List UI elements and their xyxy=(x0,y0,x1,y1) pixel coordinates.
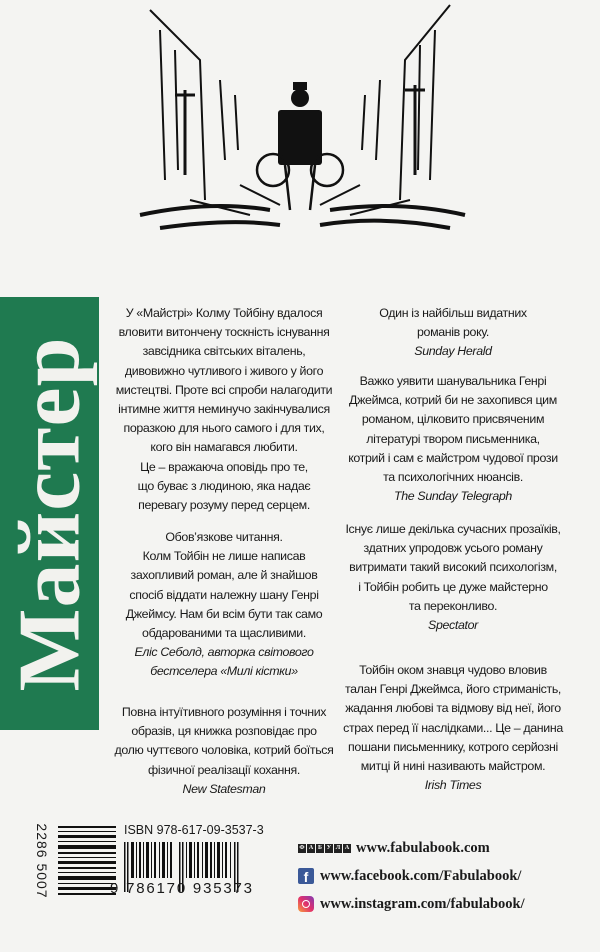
side-code-text: 2286 5007 xyxy=(34,823,50,899)
facebook-url[interactable]: www.facebook.com/Fabulabook/ xyxy=(320,867,522,884)
fabula-logo xyxy=(298,844,351,853)
text-line: котрий і сам є майстром чудової прози xyxy=(348,450,558,465)
text-line: вловити витончену тоскність існування xyxy=(118,325,330,340)
text-line: поразкою для нього самого і для тих, xyxy=(123,421,325,436)
ean-number: 9 786170 935373 xyxy=(110,880,254,897)
text-line: Один із найбільш видатних xyxy=(379,306,527,320)
text-line: і Тойбін робить це дуже майстерно xyxy=(358,579,548,594)
instagram-url[interactable]: www.instagram.com/fabulabook/ xyxy=(320,895,525,912)
text-line: пошани письменнику, котрого серйозні xyxy=(348,739,558,754)
text-line: мистецтві. Проте всі спроби налагодити xyxy=(115,382,333,397)
text-line: перевагу розуму перед серцем. xyxy=(138,498,310,513)
facebook-link[interactable] xyxy=(298,862,525,890)
street-carriage-illustration xyxy=(130,0,470,235)
review-source: New Statesman xyxy=(182,781,266,796)
review-source: The Sunday Telegraph xyxy=(394,489,512,504)
text-line: обдарованими та щасливими. xyxy=(142,626,306,641)
right-review-3 xyxy=(340,520,566,635)
text-line: Це – вражаюча оповідь про те, xyxy=(140,459,308,474)
text-line: образів, ця книжка розповідає про xyxy=(131,724,317,739)
left-review-3 xyxy=(108,703,340,799)
instagram-icon xyxy=(298,896,314,912)
right-review-2 xyxy=(340,372,566,506)
instagram-link[interactable] xyxy=(298,890,525,918)
logo-letter: А xyxy=(344,844,350,851)
review-source: Еліс Себолд, авторка світового xyxy=(134,645,314,660)
text-line: Джеймса, котрий би не захопився цим xyxy=(349,393,557,408)
text-line: Колм Тойбін не лише написав xyxy=(142,549,306,564)
text-line: Тойбін оком знавця чудово вловив xyxy=(359,663,547,677)
right-review-4 xyxy=(340,661,566,795)
facebook-icon: f xyxy=(298,868,314,884)
side-barcode-number xyxy=(30,823,54,899)
text-line: У «Майстрі» Колму Тойбіну вдалося xyxy=(125,306,323,320)
text-line: захопливий роман, але й знайшов xyxy=(130,568,318,583)
text-line: кого він намагався любити. xyxy=(150,440,298,455)
website-link[interactable] xyxy=(298,834,525,862)
text-line: страх перед її наслідками... Це – данина xyxy=(343,720,563,735)
side-barcode xyxy=(58,826,116,896)
text-line: романів року. xyxy=(416,325,489,340)
text-line: дивовижно чутливого і живого у його xyxy=(124,363,324,378)
text-line: долю чуттєвого чоловіка, котрий боїться xyxy=(114,743,334,758)
review-source: бестселера «Милі кістки» xyxy=(150,664,298,679)
text-line: та переконливо. xyxy=(408,598,498,613)
text-line: Важко уявити шанувальника Генрі xyxy=(359,374,547,388)
text-line: спосіб віддати належну шану Генрі xyxy=(129,587,319,602)
text-line: талан Генрі Джеймса, його стриманість, xyxy=(344,682,562,697)
text-line: митці й нині називають майстром. xyxy=(360,759,546,774)
logo-letter: Л xyxy=(335,844,341,851)
text-line: жадання любові та відмову від неї, його xyxy=(345,701,561,716)
logo-letter: Ф xyxy=(299,844,305,851)
text-line: фізичної реалізації кохання. xyxy=(148,762,300,777)
review-source: Irish Times xyxy=(424,778,482,793)
logo-letter: А xyxy=(308,844,314,851)
text-line: витримати такий високий психологізм, xyxy=(349,560,557,575)
review-source: Sunday Herald xyxy=(414,344,492,359)
text-line: Джеймсу. Нам би всім бути так само xyxy=(125,606,323,621)
text-line: що буває з людиною, яка надає xyxy=(137,478,311,493)
text-line: завсідника світських віталень, xyxy=(142,344,306,359)
text-line: Повна інтуїтивного розуміння і точних xyxy=(121,705,327,719)
left-review-2 xyxy=(108,528,340,682)
review-source: Spectator xyxy=(428,618,478,633)
right-review-1 xyxy=(340,304,566,362)
spine-title-block xyxy=(0,297,99,730)
logo-letter: Б xyxy=(316,844,324,853)
isbn-label: ISBN 978-617-09-3537-3 xyxy=(124,823,264,837)
book-title: Майстер xyxy=(1,335,98,692)
text-line: літературі твором письменника, xyxy=(366,431,540,446)
left-paragraph-1 xyxy=(108,304,340,515)
logo-letter: У xyxy=(326,844,332,851)
text-line: інтимне життя неминучо закінчувалися xyxy=(118,402,330,417)
text-line: здатних упродовж усього роману xyxy=(363,541,543,556)
text-line: романом, цілковито присвяченим xyxy=(361,412,545,427)
text-line: та психологічних нюансів. xyxy=(383,470,523,485)
website-url[interactable]: www.fabulabook.com xyxy=(356,839,490,856)
publisher-links xyxy=(298,834,525,918)
text-line: Обов’язкове читання. xyxy=(165,530,283,544)
text-line: Існує лише декілька сучасних прозаїків, xyxy=(345,522,561,536)
